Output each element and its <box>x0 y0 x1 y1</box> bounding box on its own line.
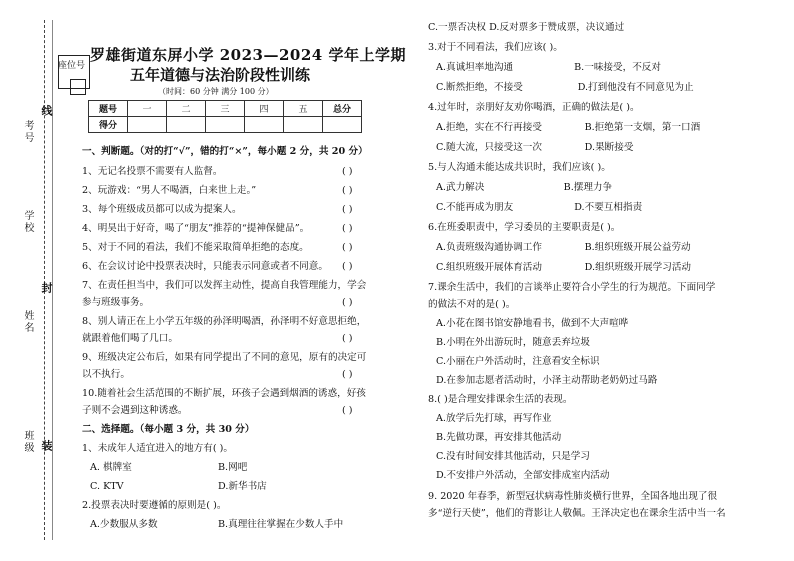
answer-paren[interactable]: ( ) <box>342 166 353 177</box>
answer-paren[interactable]: ( ) <box>342 369 353 380</box>
answer-paren[interactable]: ( ) <box>342 185 353 196</box>
right-line: C.没有时间安排其他活动，只是学习 <box>436 451 590 462</box>
choice-question: 1、未成年人适宜进入的地方有( )。 <box>82 443 233 454</box>
judge-item: 5、对于不同的看法，我们不能采取简单拒绝的态度。 <box>82 242 309 253</box>
right-line: 8.( )是合理安排课余生活的表现。 <box>428 394 573 405</box>
score-cell: 二 <box>167 101 206 117</box>
choice-option[interactable]: A. 棋牌室 <box>90 462 132 473</box>
choice-option[interactable]: D.新华书店 <box>218 481 267 492</box>
right-line: A.真诚坦率地沟通 B.一味接受，不反对 <box>436 62 661 73</box>
choice-question: 2.投票表决时要遵循的原则是( )。 <box>82 500 227 511</box>
exam-time-score: （时间：60 分钟 满分 100 分） <box>158 87 274 96</box>
right-line: A.负责班级沟通协调工作 B.组织班级开展公益劳动 <box>436 242 691 253</box>
answer-paren[interactable]: ( ) <box>342 405 353 416</box>
score-table-score-row <box>89 117 362 133</box>
judge-item-cont: 就跟着他们喝了几口。 <box>82 333 178 344</box>
mark-seal: 封 <box>40 282 53 293</box>
right-line: A.拒绝，实在不行再接受 B.拒绝第一支烟，第一口酒 <box>436 122 701 133</box>
seat-number-inner-box <box>70 79 86 95</box>
right-line: B.小明在外出游玩时，随意丢弃垃圾 <box>436 337 591 348</box>
mark-bind: 装 <box>40 440 53 451</box>
score-cell: 一 <box>128 101 167 117</box>
right-line: A.放学后先打球，再写作业 <box>436 413 552 424</box>
score-blank[interactable] <box>167 117 206 133</box>
section1-heading: 一、判断题。（对的打“√”，错的打“×”，每小题 2 分，共 20 分） <box>82 146 368 157</box>
choice-option[interactable]: B.网吧 <box>218 462 248 473</box>
right-line: 4.过年时，亲朋好友劝你喝酒，正确的做法是( )。 <box>428 102 640 113</box>
right-line: 5.与人沟通未能达成共识时，我们应该( )。 <box>428 162 611 173</box>
score-cell: 三 <box>206 101 245 117</box>
right-line: C.断然拒绝，不接受 D.打到他没有不同意见为止 <box>436 82 694 93</box>
score-cell: 四 <box>245 101 284 117</box>
judge-item: 1、无记名投票不需要有人监督。 <box>82 166 223 177</box>
judge-item: 3、每个班级成员都可以成为提案人。 <box>82 204 242 215</box>
mark-line: 线 <box>40 105 53 116</box>
score-row-label: 得分 <box>89 117 128 133</box>
right-line: C.随大流，只接受这一次 D.果断接受 <box>436 142 634 153</box>
name-label: 姓名 <box>22 310 33 334</box>
choice-option[interactable]: B.真理往往掌握在少数人手中 <box>218 519 344 530</box>
school-label: 学校 <box>22 210 33 234</box>
judge-item: 7、在责任担当中，我们可以发挥主动性，提高自我管理能力，学会 <box>82 280 367 291</box>
right-line: C.一票否决权 D.反对票多于赞成票，决议通过 <box>428 22 625 33</box>
class-label: 班级 <box>22 430 33 454</box>
answer-paren[interactable]: ( ) <box>342 297 353 308</box>
right-line: A.武力解决 B.摆理力争 <box>436 182 613 193</box>
exam-title-line2: 五年道德与法治阶段性训练 <box>130 66 311 84</box>
right-line: C.小丽在户外活动时，注意看安全标识 <box>436 356 600 367</box>
answer-paren[interactable]: ( ) <box>342 242 353 253</box>
right-line: 3.对于不同看法，我们应该( )。 <box>428 42 563 53</box>
score-cell: 总分 <box>323 101 362 117</box>
binding-dashed-line <box>44 20 45 540</box>
right-line: C.组织班级开展体育活动 D.组织班级开展学习活动 <box>436 262 692 273</box>
right-line: 7.课余生活中，我们的言谈举止要符合小学生的行为规范。下面同学 <box>428 282 716 293</box>
judge-item: 9、班级决定公布后，如果有同学提出了不同的意见，原有的决定可 <box>82 352 367 363</box>
score-blank[interactable] <box>284 117 323 133</box>
judge-item: 4、明昊出于好奇，喝了“朋友”推荐的“提神保健品”。 <box>82 223 310 234</box>
answer-paren[interactable]: ( ) <box>342 223 353 234</box>
section2-heading: 二、选择题。（每小题 3 分，共 30 分） <box>82 424 255 435</box>
judge-item-cont: 以不执行。 <box>82 369 130 380</box>
right-line: D.在参加志愿者活动时，小泽主动帮助老奶奶过马路 <box>436 375 658 386</box>
judge-item: 8、别人请正在上小学五年级的孙泽明喝酒，孙泽明不好意思拒绝， <box>82 316 367 327</box>
score-blank[interactable] <box>128 117 167 133</box>
answer-paren[interactable]: ( ) <box>342 333 353 344</box>
right-line: 6.在班委职责中，学习委员的主要职责是( )。 <box>428 222 621 233</box>
binding-solid-line <box>52 20 53 540</box>
score-cell: 题号 <box>89 101 128 117</box>
answer-paren[interactable]: ( ) <box>342 204 353 215</box>
right-line: A.小花在图书馆安静地看书，做到不大声喧哗 <box>436 318 629 329</box>
score-blank[interactable] <box>323 117 362 133</box>
score-table-header-row <box>89 101 362 117</box>
right-line: 的做法不对的是( )。 <box>428 299 516 310</box>
judge-item: 10.随着社会生活范围的不断扩展，环孩子会遇到烟酒的诱惑，好孩 <box>82 388 366 399</box>
score-blank[interactable] <box>245 117 284 133</box>
exam-no-label: 考号 <box>22 120 33 144</box>
judge-item: 6、在会议讨论中投票表决时，只能表示同意或者不同意。 <box>82 261 328 272</box>
right-line: 9. 2020 年春季，新型冠状病毒性肺炎横行世界，全国各地出现了很 <box>428 491 718 502</box>
seat-number-label: 座位号 <box>58 61 86 71</box>
choice-option[interactable]: A.少数服从多数 <box>90 519 158 530</box>
judge-item: 2、玩游戏：“男人不喝酒，白来世上走。” <box>82 185 257 196</box>
answer-paren[interactable]: ( ) <box>342 261 353 272</box>
exam-title-line1: 罗雄街道东屏小学 2023—2024 学年上学期 <box>90 46 406 64</box>
right-line: C.不能再成为朋友 D.不要互相指责 <box>436 202 643 213</box>
right-line: 多“逆行天使”，他们的背影让人敬佩。王泽决定也在课余生活中当一名 <box>428 508 726 519</box>
judge-item-cont: 参与班级事务。 <box>82 297 150 308</box>
right-line: D.不安排户外活动，全部安排成室内活动 <box>436 470 610 481</box>
choice-option[interactable]: C. KTV <box>90 481 124 492</box>
score-blank[interactable] <box>206 117 245 133</box>
score-cell: 五 <box>284 101 323 117</box>
judge-item-cont: 子则不会遇到这种诱惑。 <box>82 405 188 416</box>
score-table <box>88 100 362 133</box>
right-line: B.先做功课，再安排其他活动 <box>436 432 562 443</box>
